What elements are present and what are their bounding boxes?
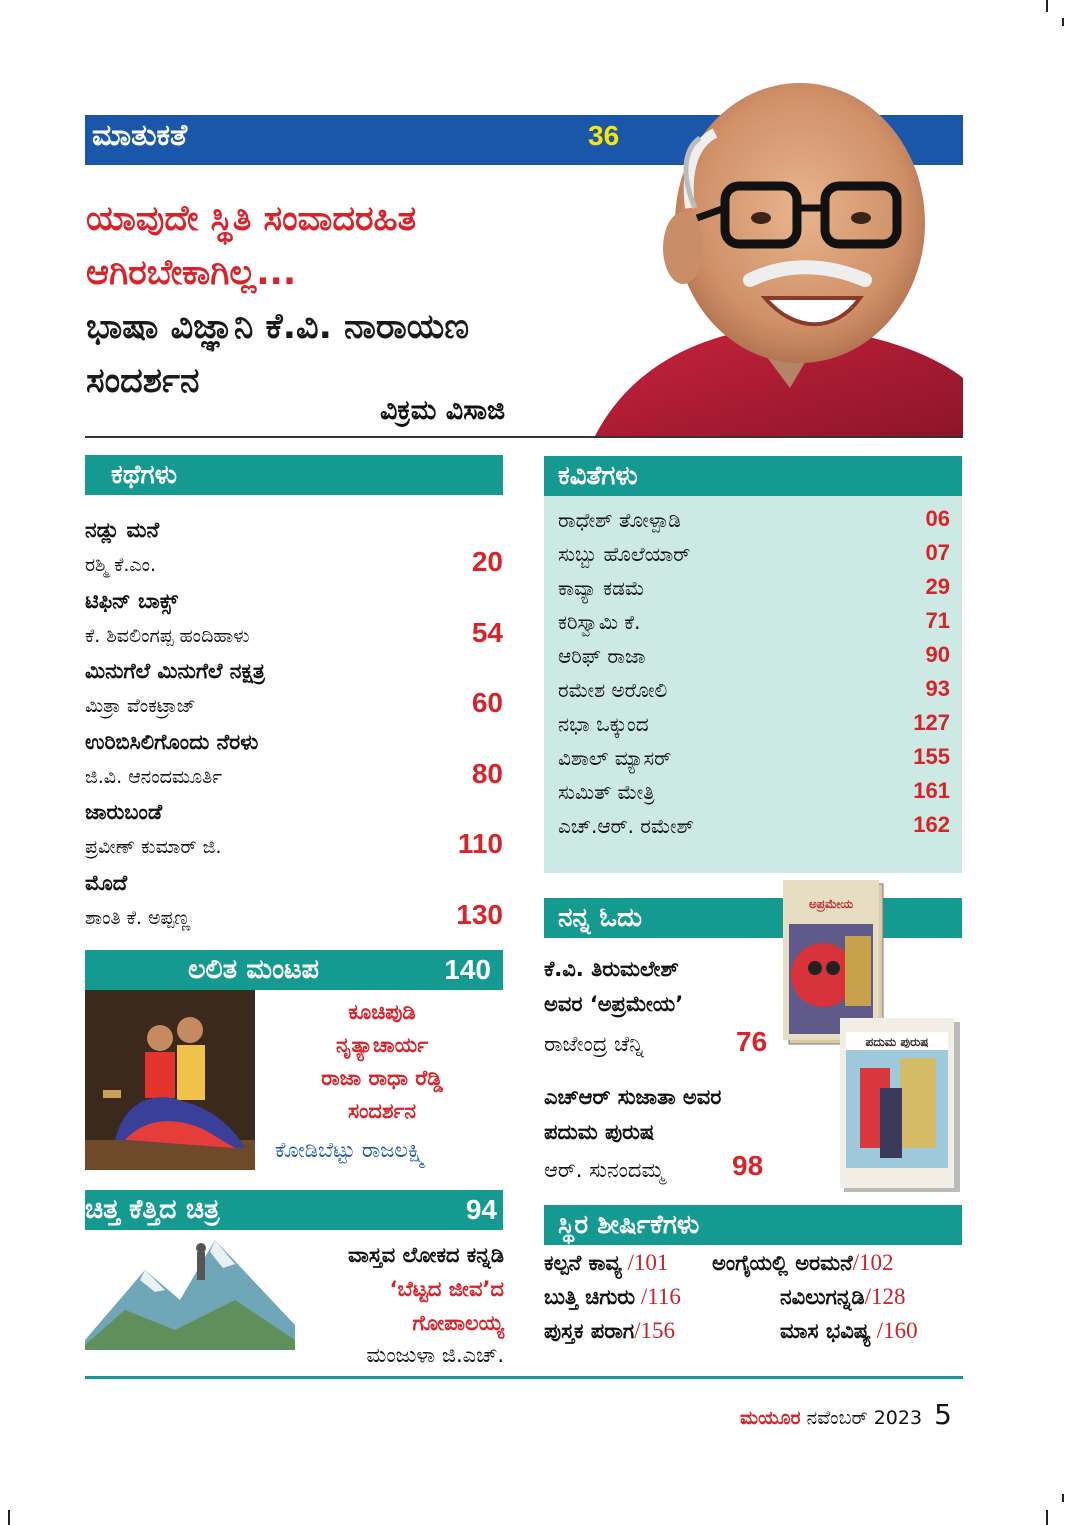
regular-column-page: 156 [640,1318,676,1343]
story-author: ಜಿ.ವಿ. ಆನಂದಮೂರ್ತಿ [85,765,223,788]
interview-title-line: ಆಗಿರಬೇಕಾಗಿಲ್ಲ... [86,253,297,293]
lalitha-mantapa-author: ಕೋಡಿಬೆಟ್ಟು ರಾಜಲಕ್ಷ್ಮಿ [275,1138,426,1162]
footer-rule [85,1376,963,1379]
poem-page: 93 [925,676,950,701]
interview-title-line: ಯಾವುದೇ ಸ್ಥಿತಿ ಸಂವಾದರಹಿತ [86,199,417,239]
page-number: 5 [934,1398,952,1431]
poet-name: ಕರಿಸ್ವಾಮಿ ಕೆ. [558,610,641,634]
chitra-author: ಮಂಜುಳಾ ಜಿ.ಎಚ್. [366,1343,504,1367]
poem-page: 07 [925,540,950,565]
story-title: ಜಾರುಬಂಡೆ [85,800,163,824]
poems-heading: ಕವಿತೆಗಳು [544,456,962,496]
chitra-page: 94 [465,1194,497,1225]
poem-item[interactable] [558,672,950,706]
interview-title [86,192,646,300]
poem-page: 06 [925,506,950,531]
reading-title-line: ಕೆ.ವಿ. ತಿರುಮಲೇಶ್ [544,957,679,981]
poet-name: ಕಾವ್ಯಾ ಕಡಮೆ [558,576,645,600]
chitra-title [280,1238,504,1340]
regular-column-name: ನವಿಲುಗನ್ನಡಿ [780,1285,865,1309]
story-author: ಪ್ರವೀಣ್ ಕುಮಾರ್ ಜಿ. [85,836,222,858]
regular-column-page: 160 [883,1318,918,1343]
reading-author: ರಾಜೇಂದ್ರ ಚೆನ್ನಿ [544,1032,644,1056]
poet-name: ವಿಶಾಲ್ ಮ್ಯಾಸರ್ [558,746,672,770]
poem-page: 90 [925,642,950,667]
poem-item[interactable] [558,536,950,570]
poet-name: ಎಚ್.ಆರ್. ರಮೇಶ್ [558,814,694,838]
poem-page: 127 [913,710,950,735]
reading-page: 76 [736,1026,768,1057]
reading-page: 98 [732,1150,764,1181]
chitra-heading-bar [85,1190,503,1230]
story-item[interactable] [85,589,503,660]
poem-item[interactable] [558,638,950,672]
regular-column-page: 116 [647,1284,681,1309]
chitra-line: ವಾಸ್ತವ ಲೋಕದ ಕನ್ನಡಿ [347,1243,504,1267]
dancers-photo [85,990,255,1170]
poem-item[interactable] [558,502,950,536]
story-page: 80 [471,757,503,789]
poem-page: 155 [913,744,950,769]
interview-subtitle-line: ಭಾಷಾ ವಿಜ್ಞಾನಿ ಕೆ.ವಿ. ನಾರಾಯಣ [86,307,470,347]
stories-heading: ಕಥೆಗಳು [85,455,503,495]
poet-name: ನಭಾ ಒಕ್ಕುಂದ [558,712,649,736]
reading-title-line: ಎಚ್‌ಆರ್‌ ಸುಜಾತಾ ಅವರ [544,1085,722,1109]
crop-mark [1046,1510,1048,1525]
poet-name: ಸುಬ್ಬು ಹೊಲೆಯಾರ್ [558,542,691,566]
divider [85,436,963,438]
lalitha-line: ನೃತ್ಯಾಚಾರ್ಯ [335,1033,429,1057]
interview-section-label: ಮಾತುಕತೆ [92,118,188,153]
story-page: 110 [457,828,503,859]
regular-column-name: ಪುಸ್ತಕ ಪರಾಗ [544,1319,635,1343]
poems-list [544,496,962,873]
crop-mark [1062,1494,1064,1502]
story-title: ಮೊದೆ [85,870,128,895]
stories-list [85,518,503,941]
regular-column-item[interactable]: ಅಂಗೈಯಲ್ಲಿ ಅರಮನೆ/102 [712,1250,894,1275]
poem-page: 161 [913,778,950,803]
interview-subtitle-line: ಸಂದರ್ಶನ [86,361,200,401]
lalitha-mantapa-page: 140 [444,954,491,985]
lalitha-mantapa-title [262,996,502,1128]
regular-column-item[interactable]: ಮಾಸ ಭವಿಷ್ಯ /160 [780,1318,918,1343]
book-cover-image [840,1018,970,1196]
regular-column-name: ಕಲ್ಪನೆ ಕಾವ್ಯ [544,1251,622,1275]
lalitha-line: ಸಂದರ್ಶನ [347,1099,417,1123]
regular-column-name: ಬುತ್ತಿ ಚಿಗುರು [544,1285,636,1309]
lalitha-line: ಕೂಚಿಪುಡಿ [348,1000,416,1024]
lalitha-line: ರಾಜಾ ರಾಧಾ ರೆಡ್ಡಿ [321,1066,443,1090]
regular-column-page: 128 [871,1284,906,1309]
reading-title-line: ಅವರ ‘ಅಪ್ರಮೇಯ’ [544,992,684,1016]
poem-page: 29 [925,574,950,599]
interview-page-number: 36 [588,120,620,151]
poem-page: 162 [913,812,950,837]
story-item[interactable] [85,730,503,801]
book-cover-title: ಪದುಮ ಪುರುಷ [865,1035,929,1049]
page-footer [740,1398,952,1431]
lalitha-mantapa-heading-bar [85,950,503,990]
regular-column-name: ಅಂಗೈಯಲ್ಲಿ ಅರಮನೆ [712,1251,853,1275]
poem-item[interactable] [558,774,950,808]
poet-name: ರಮೇಶ ಅರೋಲಿ [558,678,668,702]
story-page: 20 [471,546,503,577]
story-author: ಮಿತ್ರಾ ವೆಂಕಟ್ರಾಜ್ [85,695,196,717]
story-author: ರಶ್ಮಿ ಕೆ.ಎಂ. [85,554,157,576]
reading-author: ಆರ್. ಸುನಂದಮ್ಮ [544,1158,665,1182]
story-item[interactable] [85,518,503,589]
story-page: 60 [471,687,503,718]
chitra-heading: ಚಿತ್ತ ಕೆತ್ತಿದ ಚಿತ್ರ [85,1194,220,1225]
story-title: ಮಿನುಗೆಲೆ ಮಿನುಗೆಲೆ ನಕ್ಷತ್ರ [85,659,265,683]
story-title: ಉರಿಬಿಸಿಲಿಗೊಂದು ನೆರಳು [85,729,259,754]
regular-column-item[interactable]: ಬುತ್ತಿ ಚಿಗುರು /116 [544,1284,681,1309]
regular-column-item[interactable]: ಕಲ್ಪನೆ ಕಾವ್ಯ /101 [544,1250,669,1275]
story-item[interactable] [85,871,503,942]
story-page: 54 [471,616,503,648]
reading-title-line: ಪದುಮ ಪುರುಷ [544,1120,655,1144]
poem-item[interactable] [558,740,950,774]
regular-column-item[interactable]: ಪುಸ್ತಕ ಪರಾಗ/156 [544,1318,676,1343]
book-cover-title: ಅಪ್ರಮೇಯ [808,897,854,911]
poet-name: ಸುಮಿತ್ ಮೇತ್ರಿ [558,780,655,804]
story-author: ಕೆ. ಶಿವಲಿಂಗಪ್ಪ ಹಂದಿಹಾಳು [85,624,250,647]
lalitha-mantapa-heading: ಲಲಿತ ಮಂಟಪ [188,954,319,985]
poem-item[interactable] [558,570,950,604]
poet-name: ಆರಿಫ್ ರಾಜಾ [558,644,646,668]
issue-date: ನವೆಂಬರ್ 2023 [806,1407,923,1429]
story-item[interactable] [85,659,503,730]
crop-mark [1062,18,1064,26]
regular-column-item[interactable]: ನವಿಲುಗನ್ನಡಿ/128 [780,1284,906,1309]
regular-column-page: 101 [633,1250,669,1275]
poem-item[interactable] [558,604,950,638]
interview-author: ವಿಕ್ರಮ ವಿಸಾಜಿ [380,395,506,426]
regular-columns-heading: ಸ್ಥಿರ ಶೀರ್ಷಿಕೆಗಳು [544,1205,962,1245]
story-author: ಶಾಂತಿ ಕೆ. ಅಪ್ಪಣ್ಣ [85,906,191,929]
story-title: ಟಿಫಿನ್ ಬಾಕ್ಸ್ [85,588,178,613]
interview-subtitle [86,300,686,408]
regular-column-name: ಮಾಸ ಭವಿಷ್ಯ [780,1319,871,1343]
magazine-brand: ಮಯೂರ [740,1407,801,1429]
poem-page: 71 [925,608,950,633]
mountain-illustration [85,1230,295,1350]
chitra-line: ಗೋಪಾಲಯ್ಯ [412,1311,504,1335]
poem-item[interactable] [558,808,950,842]
crop-mark [8,1510,10,1525]
crop-mark [1046,0,1048,12]
poem-item[interactable] [558,706,950,740]
story-title: ನಡ್ಲು ಮನೆ [85,518,160,542]
poet-name: ರಾಧೇಶ್ ತೋಳ್ಪಾಡಿ [558,508,681,532]
story-item[interactable] [85,800,503,871]
regular-column-page: 102 [859,1250,894,1275]
chitra-line: ‘ಬೆಟ್ಟದ ಜೀವ’ದ [389,1277,504,1301]
readings-heading: ನನ್ನ ಓದು [544,898,962,938]
story-page: 130 [456,898,503,930]
